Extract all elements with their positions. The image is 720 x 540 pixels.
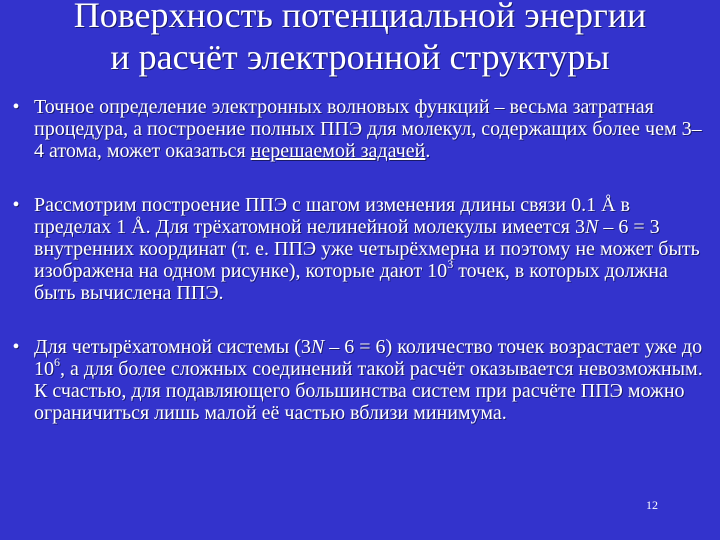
bullet-2-part-1: Рассмотрим построение ППЭ с шагом изменения длины связи 0.1 Å в пределах 1 Å. Для трёхатомной нелинейной молекулы имеется 3	[34, 194, 630, 238]
bullet-3-part-1: Для четырёхатомной системы (3	[34, 336, 311, 358]
bullet-3-exponent: 6	[54, 355, 60, 370]
bullet-icon: •	[12, 194, 20, 216]
bullet-list	[6, 96, 706, 424]
bullet-icon: •	[12, 96, 20, 118]
bullet-2-part-2: – 6 = 3 внутренних координат (т. е. ППЭ уже четырёхмерна и поэтому не может быть изображена на одном рисунке), которые дают 10	[34, 216, 700, 282]
bullet-2-exponent: 3	[447, 257, 454, 272]
bullet-1-text: Точное определение электронных волновых функций – весьма затратная процедура, а построение полных ППЭ для молекул, содержащих более чем 3–4 атома, может оказаться	[34, 96, 702, 162]
bullet-1-end: .	[425, 140, 431, 162]
bullet-3-part-3: , а для более сложных соединений такой расчёт оказывается невозможным. К счастью, для подавляющего большинства систем при расчёте ППЭ можно ограничиться лишь малой её частью вблизи минимума.	[34, 358, 703, 424]
bullet-item-1	[6, 96, 706, 162]
bullet-item-3	[6, 336, 706, 424]
page-number: 12	[646, 498, 658, 512]
bullet-2-variable: N	[584, 216, 599, 238]
bullet-icon: •	[12, 336, 20, 358]
bullet-3-variable: N	[310, 336, 325, 358]
slide-title-line-2: и расчёт электронной структуры	[110, 37, 610, 77]
bullet-3-part-2: – 6 = 6) количество точек возрастает уже до 10	[34, 336, 703, 380]
bullet-1-emphasis: нерешаемой задачей	[250, 140, 426, 162]
slide-title	[20, 0, 700, 78]
slide-title-line-1: Поверхность потенциальной энергии	[73, 0, 647, 35]
bullet-2-part-3: точек, в которых должна быть вычислена ППЭ.	[34, 260, 668, 304]
bullet-item-2	[6, 194, 706, 304]
